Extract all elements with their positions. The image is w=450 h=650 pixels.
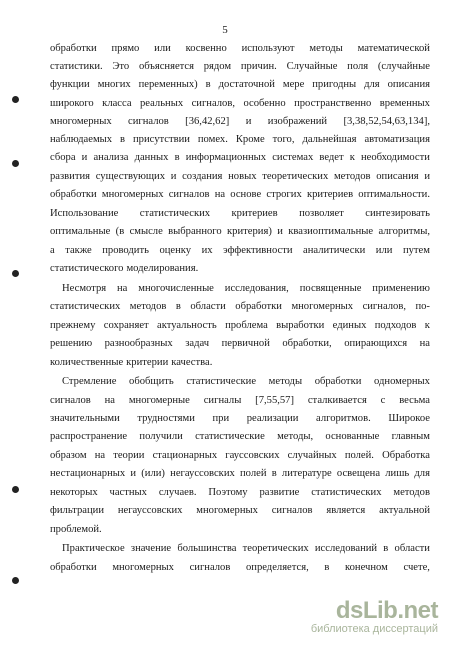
- text-line: обработки многомерных сигналов определяется, в конечном счете,: [50, 562, 430, 573]
- text-line: оптимальные (в смысле выбранного критерия) и квазиоптимальные алгоритмы,: [50, 226, 430, 237]
- watermark: [311, 597, 438, 635]
- text-line: образом на теории стационарных гауссовских случайных полей. Обработка: [50, 450, 430, 461]
- text-line: статистики. Это объясняется рядом причин. Случайные поля (случайные: [50, 61, 430, 72]
- text-line: Несмотря на многочисленные исследования, посвященные применению: [62, 283, 430, 294]
- text-line: статистического моделирования.: [50, 263, 199, 274]
- text-line: многомерных сигналов [36,42,62] и изображений [3,38,52,54,63,134],: [50, 116, 430, 127]
- page-number: 5: [222, 24, 228, 36]
- text-line: проблемой.: [50, 524, 102, 535]
- text-line: количественные критерии качества.: [50, 357, 213, 368]
- text-line: развития существующих и создания новых теоретических методов описания и: [50, 171, 430, 182]
- text-line: а также проводить оценку их эффективности аналитически или путем: [50, 245, 430, 256]
- text-line: обработки многомерных сигналов на основе строгих критериев оптимальности.: [50, 189, 430, 200]
- text-line: функции многих переменных) в достаточной мере пригодны для описания: [50, 79, 430, 90]
- watermark-subtitle: библиотека диссертаций: [310, 623, 438, 635]
- text-line: обработки прямо или косвенно используют методы математической: [50, 43, 430, 54]
- text-line: Стремление обобщить статистические методы обработки одномерных: [62, 376, 430, 387]
- text-line: фильтрации негауссовских многомерных сигналов является актуальной: [50, 505, 430, 516]
- text-line: распространение получили статистические методы, основанные главным: [50, 431, 430, 442]
- text-line: широкого класса реальных сигналов, особенно пространственно временных: [50, 98, 430, 109]
- binding-hole-mark: [12, 96, 19, 103]
- text-line: статистических методов в области обработки многомерных сигналов, по-: [50, 301, 430, 312]
- text-line: нестационарных и (или) негауссовских полей в литературе освещена лишь для: [50, 468, 430, 479]
- binding-hole-mark: [12, 160, 19, 167]
- binding-hole-mark: [12, 486, 19, 493]
- text-line: Использование статистических критериев позволяет синтезировать: [50, 208, 430, 219]
- text-line: значительными трудностями при реализации алгоритмов. Широкое: [50, 413, 430, 424]
- text-line: наблюдаемых в присутствии помех. Кроме того, дальнейшая автоматизация: [50, 134, 430, 145]
- text-line: прежнему сохраняет актуальность проблема выработки единых подходов к: [50, 320, 430, 331]
- text-line: решению разнообразных задач первичной обработки, опирающихся на: [50, 338, 430, 349]
- binding-hole-mark: [12, 577, 19, 584]
- watermark-logo: dsLib.net: [335, 597, 438, 624]
- text-line: некоторых частных случаев. Поэтому развитие статистических методов: [50, 487, 430, 498]
- binding-hole-mark: [12, 270, 19, 277]
- text-line: сигналов на многомерные сигналы [7,55,57] сталкивается с весьма: [50, 395, 430, 406]
- text-line: сбора и анализа данных в информационных системах ведет к необходимости: [50, 152, 430, 163]
- text-line: Практическое значение большинства теоретических исследований в области: [62, 543, 430, 554]
